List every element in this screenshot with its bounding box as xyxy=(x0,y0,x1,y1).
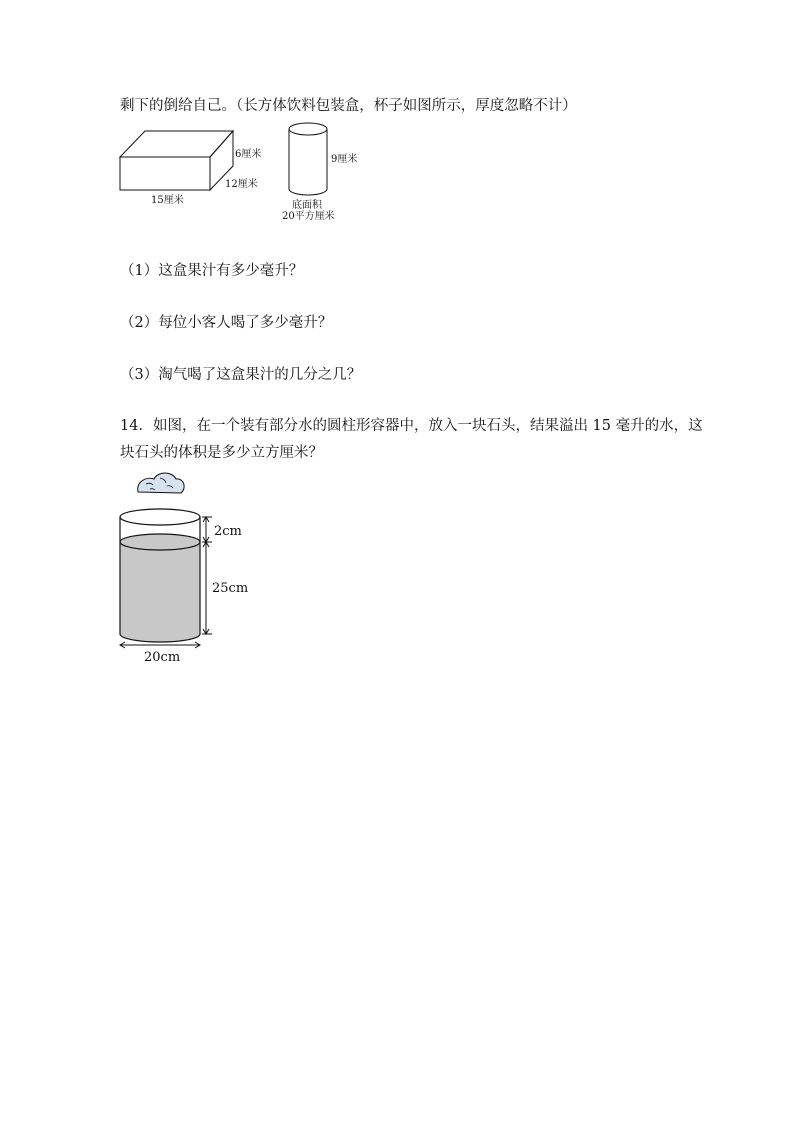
cup-height-label: 9厘米 xyxy=(331,154,358,165)
cup-base-label-line2: 20平方厘米 xyxy=(282,211,335,222)
box-length-label: 15厘米 xyxy=(151,195,184,206)
problem-14-line-1: 14．如图，在一个装有部分水的圆柱形容器中，放入一块石头，结果溢出 15 毫升的水，这 xyxy=(120,418,703,434)
box-height-label: 6厘米 xyxy=(235,149,262,160)
cylinder-container xyxy=(120,509,200,642)
question-2: （2）每位小客人喝了多少毫升？ xyxy=(120,315,333,331)
water-body xyxy=(120,542,200,642)
water-surface xyxy=(120,534,200,550)
intro-text: 剩下的倒给自己。（长方体饮料包装盒，杯子如图所示，厚度忽略不计） xyxy=(120,98,577,114)
water-height-label: 25cm xyxy=(212,581,249,596)
question-3: （3）淘气喝了这盒果汁的几分之几？ xyxy=(120,367,362,383)
top-gap-label: 2cm xyxy=(214,524,242,539)
juice-box-shape xyxy=(120,131,233,190)
diameter-label: 20cm xyxy=(144,650,181,665)
cup-base-label-line1: 底面积 xyxy=(292,200,322,211)
dimension-lines xyxy=(120,517,212,648)
problem-14-line-2: 块石头的体积是多少立方厘米？ xyxy=(120,445,323,461)
cup-shape xyxy=(289,123,327,195)
box-depth-label: 12厘米 xyxy=(225,179,258,190)
question-1: （1）这盒果汁有多少毫升？ xyxy=(120,263,304,279)
rock-icon xyxy=(138,473,184,493)
